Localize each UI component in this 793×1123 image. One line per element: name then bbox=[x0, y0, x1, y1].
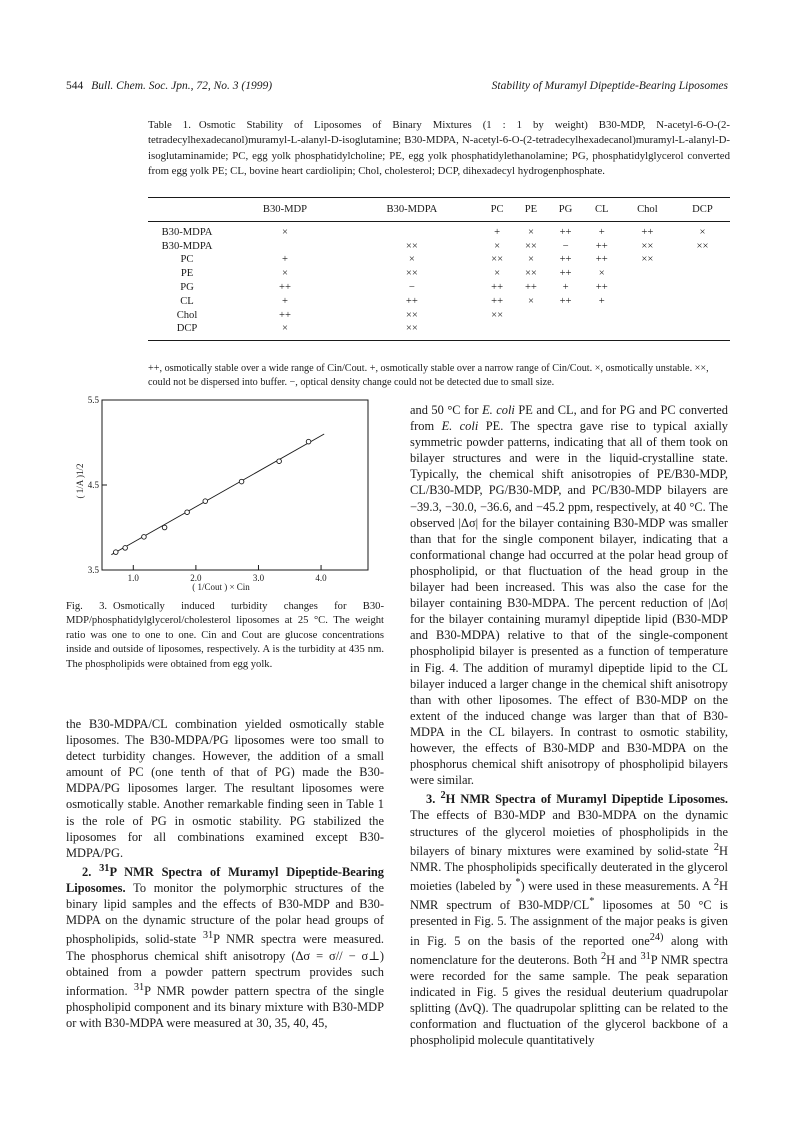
y-tick-label: 5.5 bbox=[87, 395, 99, 405]
table-label: Table 1. bbox=[148, 119, 191, 131]
table-cell bbox=[480, 322, 515, 340]
table-cell: ×× bbox=[405, 240, 418, 252]
data-point bbox=[113, 550, 118, 555]
table-footnote: ++, osmotically stable over a wide range of Cin/Cout. +, osmotically stable over a narrow range of Cin/Cout. ×, osmotically unstable. ××, could not be dispersed into buffer. −, optical density change could not be detected due to small size. bbox=[148, 363, 709, 388]
table-cell: − bbox=[408, 281, 415, 293]
table-caption bbox=[148, 118, 730, 180]
table-cell: × bbox=[527, 226, 534, 238]
table-cell: × bbox=[699, 226, 706, 238]
table-cell: ×× bbox=[491, 309, 504, 321]
figure-caption-text: Osmotically induced turbidity changes for B30-MDP/phosphatidylglycerol/cholesterol liposomes at 25 °C. The weight ratio was one to one to one. Cin and Cout are glucose concentrations inside and outside of liposomes, respectively. A is the turbidity at 435 nm. The phospholipids were obtained from egg yolk. bbox=[66, 601, 384, 670]
table-cell bbox=[675, 309, 730, 323]
column-header: B30-MDPA bbox=[344, 198, 480, 222]
table-row bbox=[148, 309, 730, 323]
table-cell: ++ bbox=[559, 295, 572, 307]
table-cell: − bbox=[562, 240, 569, 252]
table-cell: × bbox=[408, 254, 415, 266]
table-cell: × bbox=[281, 268, 288, 280]
section-3: 3. $^2$H NMR Spectra of Muramyl Dipeptide Liposomes. The effects of B30-MDP and B30-MDPA on the dynamic structures of the glycerol moieties of phospholipids in the bilayers of binary mixtures were examined by solid-state $^2$H NMR. The phospholipids specifically deuterated in the glycerol moieties (labeled by *) were used in these measurements. A $^2$H NMR spectrum of B30-MDP/CL* liposomes at 50 °C is presented in Fig. 5. The assignment of the major peaks is given in Fig. 5 on the basis of the reported one$^{24)}$ along with nomenclature for the deuterons. Both $^2$H and $^{31}$P NMR spectra were recorded for the same sample. The peak separation indicated in Fig. 5 gives the residual deuterium quadrupolar splitting (ΔνQ). The quadrupolar splitting can be related to the conformation and fluctuation of the glycerol backbone of a phospholipid molecule quantitatively bbox=[410, 790, 729, 1048]
table-cell bbox=[675, 295, 730, 309]
table-cell bbox=[514, 309, 547, 323]
table-cell: ×× bbox=[641, 240, 654, 252]
table-cell: + bbox=[598, 226, 605, 238]
table-row bbox=[148, 322, 730, 340]
table-cell: ×× bbox=[524, 240, 537, 252]
table-cell: ×× bbox=[524, 268, 537, 280]
table-row bbox=[148, 240, 730, 254]
table-cell: ++ bbox=[491, 281, 504, 293]
table-cell: ++ bbox=[641, 226, 654, 238]
table-cell: × bbox=[226, 322, 344, 340]
row-header: B30-MDPA bbox=[161, 240, 213, 252]
table-row bbox=[148, 221, 730, 239]
column-header: PC bbox=[480, 198, 515, 222]
table-body bbox=[148, 221, 730, 340]
table-row bbox=[148, 281, 730, 295]
table-cell: + bbox=[281, 254, 288, 266]
table-cell bbox=[620, 267, 675, 281]
table-cell bbox=[620, 295, 675, 309]
table-cell: × bbox=[494, 268, 501, 280]
table-cell: ++ bbox=[559, 268, 572, 280]
table-cell bbox=[675, 253, 730, 267]
table-cell bbox=[675, 281, 730, 295]
x-tick-label: 1.0 bbox=[127, 573, 139, 583]
table-cell: ×× bbox=[641, 254, 654, 266]
data-point bbox=[162, 525, 167, 530]
left-column-text bbox=[66, 716, 384, 1031]
data-point bbox=[239, 479, 244, 484]
table-header-row bbox=[148, 198, 730, 222]
table-row bbox=[148, 295, 730, 309]
column-header: DCP bbox=[675, 198, 730, 222]
journal-citation bbox=[66, 80, 272, 92]
table-cell: ++ bbox=[405, 295, 418, 307]
row-header: PC bbox=[180, 254, 194, 266]
column-header: PG bbox=[547, 198, 583, 222]
table-cell: ++ bbox=[559, 226, 572, 238]
table-cell: ++ bbox=[279, 281, 291, 293]
page-number: 544 bbox=[66, 80, 84, 92]
row-header: Chol bbox=[176, 309, 198, 321]
table-caption-text: Osmotic Stability of Liposomes of Binary Mixtures (1 : 1 by weight) B30-MDP, N-acetyl-6-O-(2-tetradecylhexadecanol)muramyl-L-alanyl-D-isoglutamine; B30-MDPA, N-acetyl-6-O-(2-tetradecylhexadecanol)muramyl-L-alanyl-D-isoglutaminamide; PC, egg yolk phosphatidylcholine; PE, egg yolk phosphatidylethanolamine; PG, phosphatidylglycerol converted from egg yolk PE; CL, bovine heart cardiolipin; Chol, cholesterol; DCP, dihexadecyl hydrogenphosphate. bbox=[148, 119, 730, 178]
row-header: CL bbox=[180, 295, 194, 307]
column-header: B30-MDP bbox=[226, 198, 344, 222]
paragraph: the B30-MDPA/CL combination yielded osmotically stable liposomes. The B30-MDPA/PG liposomes were too small to detect turbidity changes. However, the addition of a small amount of PC (one tenth of that of PG) made the B30-MDPA/PG liposomes larger. The resultant liposomes were osmotically stable. Another remarkable finding seen in Table 1 is the role of PG in osmotic stability. PG stabilized the liposomes for all combinations examined except B30-MDPA/PG. bbox=[66, 717, 384, 860]
table-cell: ++ bbox=[595, 240, 608, 252]
right-column-text bbox=[410, 402, 728, 1048]
table-cell: ×× bbox=[405, 309, 418, 321]
table-row bbox=[148, 253, 730, 267]
data-point bbox=[142, 535, 147, 540]
table-cell: + bbox=[562, 281, 569, 293]
table-cell bbox=[620, 322, 675, 340]
table-cell: × bbox=[494, 240, 501, 252]
row-header: DCP bbox=[148, 322, 226, 340]
table-cell: ++ bbox=[524, 281, 537, 293]
data-point bbox=[123, 546, 128, 551]
data-point bbox=[277, 459, 282, 464]
table-cell: ++ bbox=[491, 295, 504, 307]
row-header: B30-MDPA bbox=[161, 226, 213, 238]
table-cell bbox=[344, 221, 480, 239]
table-row bbox=[148, 267, 730, 281]
table-cell: × bbox=[527, 295, 534, 307]
table-cell bbox=[514, 322, 547, 340]
table-cell: ++ bbox=[595, 281, 608, 293]
y-tick-label: 4.5 bbox=[87, 480, 99, 490]
table-cell: ×× bbox=[491, 254, 504, 266]
table-cell: ++ bbox=[279, 309, 291, 321]
column-header: PE bbox=[514, 198, 547, 222]
y-axis-label: ( 1/A )1/2 bbox=[75, 463, 85, 499]
x-tick-label: 4.0 bbox=[315, 573, 327, 583]
x-tick-label: 3.0 bbox=[252, 573, 265, 583]
table-cell: × bbox=[281, 226, 288, 238]
table-cell bbox=[584, 309, 620, 323]
table-cell: × bbox=[527, 254, 534, 266]
data-point bbox=[203, 499, 208, 504]
paragraph: and 50 °C for E. coli PE and CL, and for PG and PC converted from E. coli PE. The spectra gave rise to typical axially symmetric powder patterns, indicating that all of them took on bilayer structures and were in the liquid-crystalline state. Typically, the chemical shift anisotropies of PE/B30-MDP, CL/B30-MDP, PG/B30-MDP, and PC/B30-MDP bilayers are −39.3, −30.0, −36.6, and −45.2 ppm, respectively, at 40 °C. The observed |Δσ| for the bilayer containing B30-MDP was smaller than that for the single component bilayer, indicating that a conformational change had occurred at the polar head group of phospholipid, or that fluctuation of the head group in the bilayer had been increased. This was also the case for the bilayer containing B30-MDPA. The percent reduction of |Δσ| for the bilayer containing muramyl dipeptide lipid (B30-MDP and B30-MDPA) relative to that of the single-component phospholipid bilayer is presented as a function of temperature in Fig. 4. The addition of muramyl dipeptide lipid to the CL bilayer induced a larger change in the chemical shift anisotropy than with other liposomes. The effect of B30-MDP on the extent of the induced change was larger than that of B30-MDPA in the CL bilayers. In contrast to osmotic stability, however, the effects of B30-MDP and B30-MDPA on the phosphorus chemical shift anisotropy of phospholipid bilayers were similar. bbox=[410, 403, 728, 788]
section-heading: 3. $^2$H NMR Spectra of Muramyl Dipeptide Liposomes. bbox=[426, 790, 728, 807]
table-cell bbox=[620, 281, 675, 295]
turbidity-chart bbox=[75, 395, 378, 592]
table-cell: + bbox=[494, 226, 501, 238]
section-heading: 2. $^{31}$P NMR Spectra of Muramyl Dipeptide-Bearing Liposomes. bbox=[66, 862, 385, 896]
section-2: 2. $^{31}$P NMR Spectra of Muramyl Dipeptide-Bearing Liposomes. To monitor the polymorphic structures of the binary lipid samples and the effects of B30-MDP and B30-MDPA on the dynamic structure of the polar head groups of phospholipids, solid-state $^{31}$P NMR spectra were measured. The phosphorus chemical shift anisotropy (Δσ = σ// − σ⊥) obtained from a powder pattern spectrum provides such information. $^{31}$P NMR powder pattern spectra of the single phospholipid component and its binary mixture with B30-MDP or with B30-MDPA were measured at 30, 35, 40, 45, bbox=[66, 862, 385, 1031]
table-cell: × bbox=[598, 268, 605, 280]
table-cell bbox=[547, 309, 583, 323]
column-header: CL bbox=[584, 198, 620, 222]
x-axis-label: ( 1/Cout ) × Cin bbox=[192, 582, 250, 592]
table-cell bbox=[620, 309, 675, 323]
column-header bbox=[148, 198, 226, 222]
figure-caption bbox=[66, 600, 384, 672]
table-cell: + bbox=[598, 295, 605, 307]
osmotic-stability-table bbox=[148, 197, 730, 341]
table-cell: ×× bbox=[696, 240, 709, 252]
figure-label: Fig. 3. bbox=[66, 601, 108, 612]
table-cell: + bbox=[281, 295, 288, 307]
table-cell: ++ bbox=[559, 254, 572, 266]
data-point bbox=[306, 439, 311, 444]
journal-name: Bull. Chem. Soc. Jpn., 72, No. 3 (1999) bbox=[91, 80, 273, 92]
row-header: PE bbox=[180, 268, 194, 280]
table-cell bbox=[547, 322, 583, 340]
table-cell bbox=[226, 240, 344, 254]
column-header: Chol bbox=[620, 198, 675, 222]
y-tick-label: 3.5 bbox=[87, 565, 99, 575]
table-cell: ×× bbox=[405, 268, 418, 280]
x-tick-label: 2.0 bbox=[190, 573, 202, 583]
running-title: Stability of Muramyl Dipeptide-Bearing Liposomes bbox=[491, 80, 728, 92]
table-cell: ++ bbox=[595, 254, 608, 266]
table-cell bbox=[584, 322, 620, 340]
table-cell bbox=[675, 267, 730, 281]
table-cell bbox=[675, 322, 730, 340]
data-point bbox=[185, 510, 190, 515]
table-cell: ×× bbox=[344, 322, 480, 340]
row-header: PG bbox=[180, 281, 194, 293]
